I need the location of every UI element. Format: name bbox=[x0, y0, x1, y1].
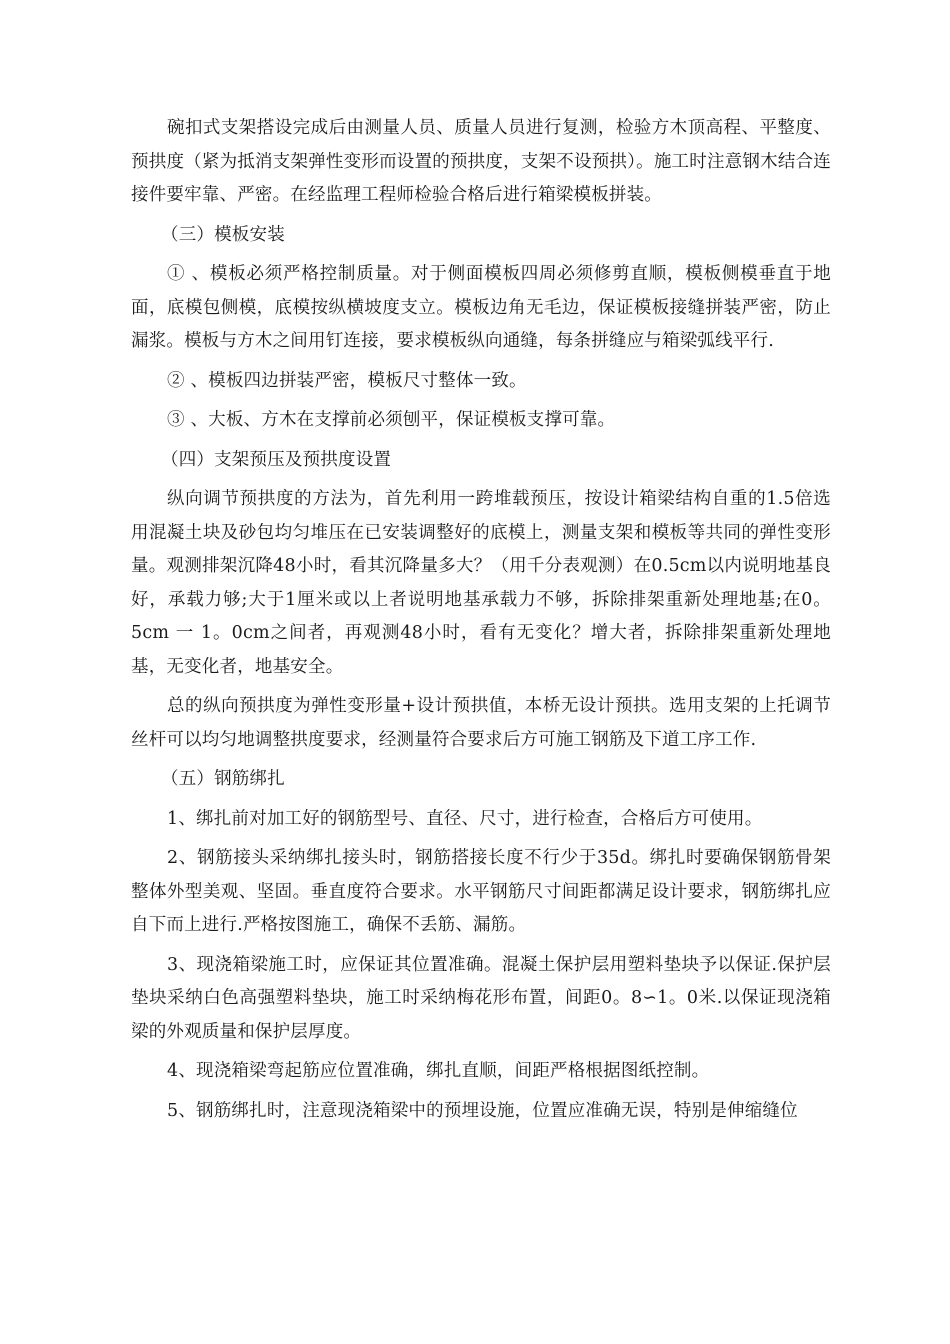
section-heading-preload-camber: （四）支架预压及预拱度设置 bbox=[161, 449, 392, 470]
document-body bbox=[131, 112, 831, 1134]
paragraph-rebar-item-4: 4、现浇箱梁弯起筋应位置准确，绑扎直顺，间距严格根据图纸控制。 bbox=[167, 1061, 710, 1081]
paragraph-total-camber: 总的纵向预拱度为弹性变形量+设计预拱值，本桥无设计预拱。选用支架的上托调节丝杆可以均匀地调整拱度要求，经测量符合要求后方可施工钢筋及下道工序工作. bbox=[131, 696, 831, 750]
paragraph-formwork-item-2: ② 、模板四边拼装严密，模板尺寸整体一致。 bbox=[167, 370, 527, 391]
section-heading-formwork-installation: （三）模板安装 bbox=[161, 224, 285, 245]
paragraph-formwork-item-3: ③ 、大板、方木在支撑前必须刨平，保证模板支撑可靠。 bbox=[167, 410, 616, 430]
paragraph-rebar-item-2: 2、钢筋接头采纳绑扎接头时，钢筋搭接长度不行少于35d。绑扎时要确保钢筋骨架整体外型美观、坚固。垂直度符合要求。水平钢筋尺寸间距都满足设计要求，钢筋绑扎应自下而上进行.严格按图施工，确保不丢筋、漏筋。 bbox=[131, 848, 831, 935]
paragraph-rebar-item-3: 3、现浇箱梁施工时，应保证其位置准确。混凝土保护层用塑料垫块予以保证.保护层垫块采纳白色高强塑料垫块，施工时采纳梅花形布置，间距0。8∽1。0米.以保证现浇箱梁的外观质量和保护层厚度。 bbox=[131, 954, 831, 1042]
paragraph-rebar-item-5: 5、钢筋绑扎时，注意现浇箱梁中的预埋设施，位置应准确无误，特别是伸缩缝位 bbox=[167, 1100, 798, 1121]
section-heading-rebar-binding: （五）钢筋绑扎 bbox=[161, 769, 285, 789]
paragraph-formwork-item-1: ① 、模板必须严格控制质量。对于侧面模板四周必须修剪直顺，模板侧模垂直于地面，底模包侧模，底模按纵横坡度支立。模板边角无毛边，保证模板接缝拼装严密，防止漏浆。模板与方木之间用钉连接，要求模板纵向通缝，每条拼缝应与箱梁弧线平行. bbox=[131, 264, 831, 351]
paragraph-rebar-item-1: 1、绑扎前对加工好的钢筋型号、直径、尺寸，进行检查，合格后方可使用。 bbox=[167, 808, 763, 829]
paragraph-formwork-check: 碗扣式支架搭设完成后由测量人员、质量人员进行复测，检验方木顶高程、平整度、预拱度（紧为抵消支架弹性变形而设置的预拱度，支架不设预拱）。施工时注意钢木结合连接件要牢靠、严密。在经监理工程师检验合格后进行箱梁模板拼装。 bbox=[131, 118, 831, 205]
paragraph-camber-method: 纵向调节预拱度的方法为，首先利用一跨堆载预压，按设计箱梁结构自重的1.5倍选用混凝土块及砂包均匀堆压在已安装调整好的底模上，测量支架和模板等共同的弹性变形量。观测排架沉降48小时，看其沉降量多大？（用千分表观测）在0.5cm以内说明地基良好，承载力够;大于1厘米或以上者说明地基承载力不够，拆除排架重新处理地基;在0。5cm 一 1。0cm之间者，再观测48小时，看有无变化？增大者，拆除排架重新处理地基，无变化者，地基安全。 bbox=[131, 489, 831, 677]
